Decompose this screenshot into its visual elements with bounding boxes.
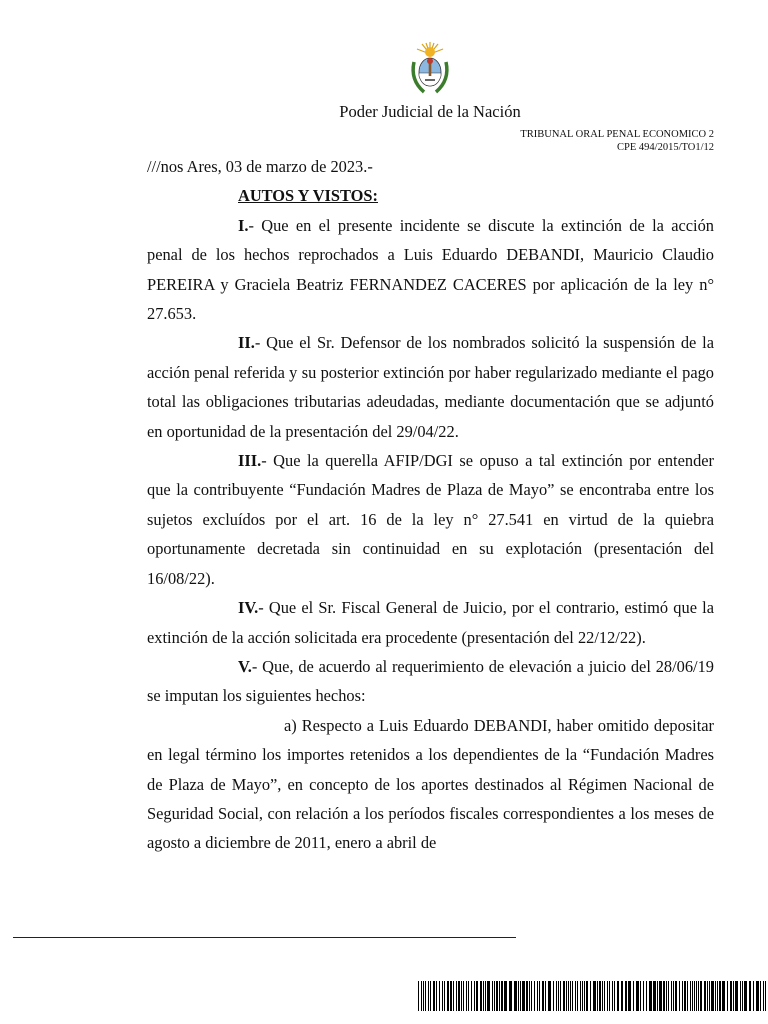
paragraph-3 [147, 446, 714, 593]
paragraph-1 [147, 211, 714, 329]
paragraph-4 [147, 593, 714, 652]
paragraph-2 [147, 328, 714, 446]
paragraph-marker: IV. [238, 598, 259, 618]
item-a: a) Respecto a Luis Eduardo DEBANDI, haber omitido depositar en legal término los importes retenidos a los dependientes de la “Fundación Madres de Plaza de Mayo”, en concepto de los aportes destinados al Régimen Nacional de Seguridad Social, con relación a los períodos fiscales correspondientes a los meses de agosto a diciembre de 2011, enero a abril de [147, 715, 714, 853]
paragraph-text: - Que en el presente incidente se discute la extinción de la acción penal de los hechos reprochados a Luis Eduardo DEBANDI, Mauricio Claudio PEREIRA y Graciela Beatriz FERNANDEZ CACERES por aplicación de la ley n° 27.653. [147, 215, 714, 324]
footer-divider [13, 937, 516, 938]
court-name: Poder Judicial de la Nación [339, 102, 521, 121]
paragraph-marker: II. [238, 333, 255, 353]
paragraph-marker: I. [238, 215, 249, 235]
paragraph-5 [147, 652, 714, 711]
date-line: ///nos Ares, 03 de marzo de 2023.- [147, 157, 373, 176]
tribunal-name: TRIBUNAL ORAL PENAL ECONOMICO 2 [520, 129, 714, 140]
paragraph-text: - Que el Sr. Fiscal General de Juicio, por el contrario, estimó que la extinción de la acción solicitada era procedente (presentación del 22/12/22). [147, 598, 714, 647]
paragraph-text: - Que la querella AFIP/DGI se opuso a tal extinción por entender que la contribuyente “Fundación Madres de Plaza de Mayo” se encontraba entre los sujetos excluídos por el art. 16 de la ley n° 27.541 en virtud de la quiebra oportunamente decretada sin continuidad en su explotación (presentación del 16/08/22). [147, 451, 714, 588]
paragraph-marker: III. [238, 451, 262, 471]
paragraph-marker: V. [238, 656, 252, 676]
document-body [147, 152, 714, 858]
barcode-icon [418, 981, 768, 1011]
national-coat-of-arms-icon [408, 40, 452, 96]
paragraph-text: - Que el Sr. Defensor de los nombrados solicitó la suspensión de la acción penal referida y su posterior extinción por haber regularizado mediante el pago total las obligaciones tributarias adeudadas, mediante documentación que se adjuntó en oportunidad de la presentación del 29/04/22. [147, 333, 714, 441]
paragraph-text: - Que, de acuerdo al requerimiento de elevación a juicio del 28/06/19 se imputan los siguientes hechos: [147, 656, 714, 706]
autos-heading: AUTOS Y VISTOS: [238, 186, 378, 206]
case-number: CPE 494/2015/TO1/12 [617, 142, 714, 153]
case-header [520, 128, 714, 154]
